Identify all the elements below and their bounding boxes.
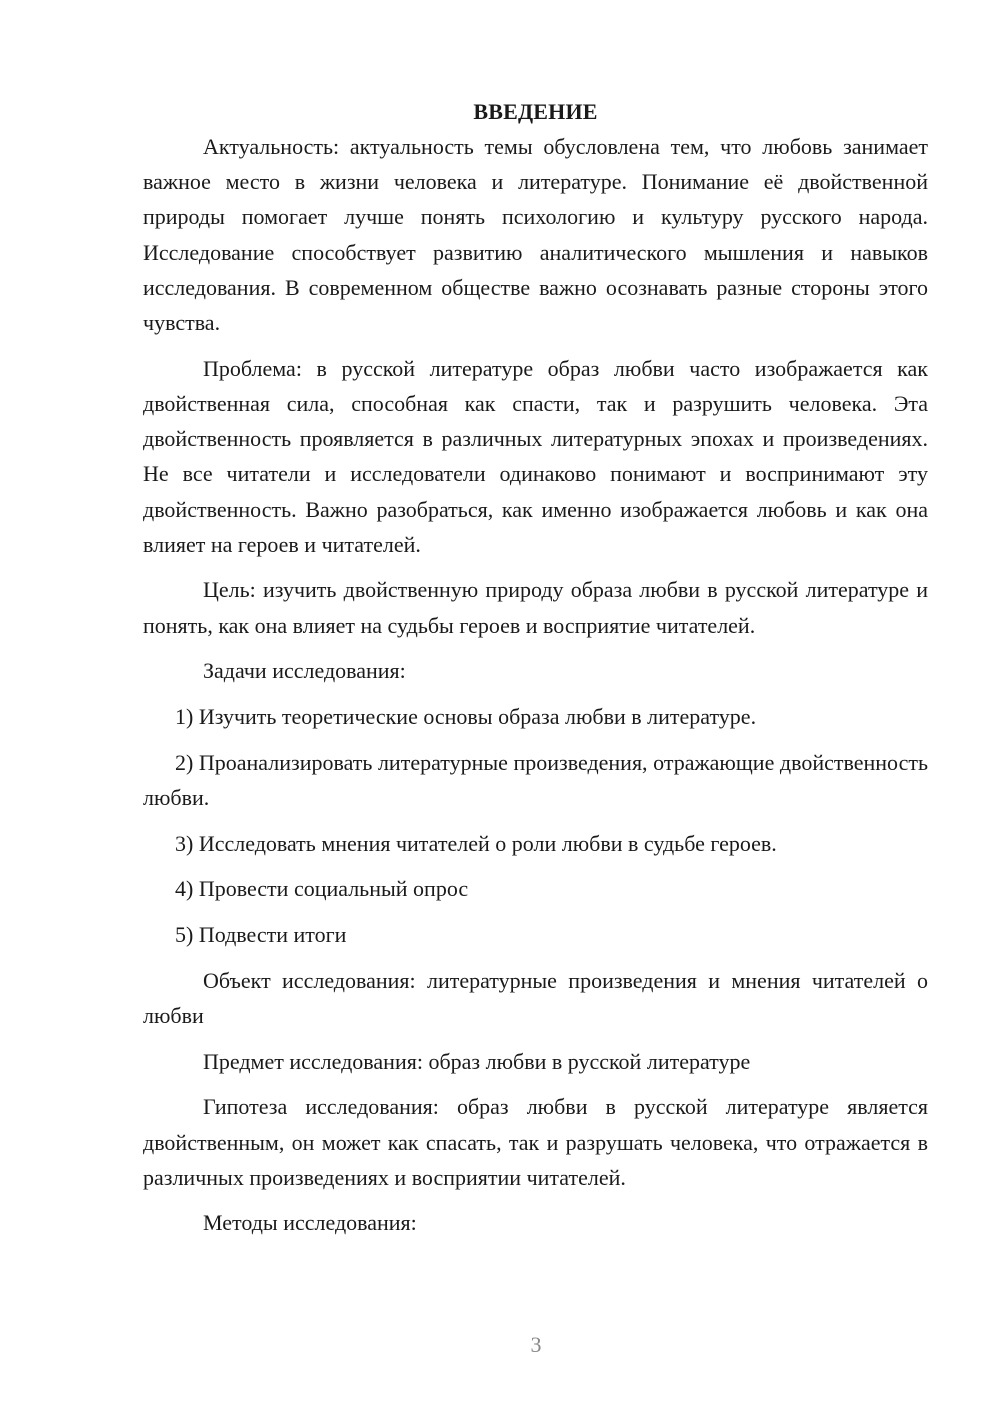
list-item: 5) Подвести итоги bbox=[175, 922, 347, 948]
document-page bbox=[143, 94, 928, 1251]
object-paragraph: Объект исследования: литературные произведения и мнения читателей о любви bbox=[143, 967, 928, 1028]
tasks-list bbox=[143, 699, 928, 952]
list-item: 1) Изучить теоретические основы образа любви в литературе. bbox=[175, 704, 757, 730]
list-item: 3) Исследовать мнения читателей о роли любви в судьбе героев. bbox=[175, 830, 777, 856]
relevance-paragraph: Актуальность: актуальность темы обусловлена тем, что любовь занимает важное место в жизни человека и литературе. Понимание её двойственной природы помогает лучше понять психологию и культуру русского народа. Исследование способствует развитию аналитического мышления и навыков исследования. В современном обществе важно осознавать разные стороны этого чувства. bbox=[143, 134, 928, 336]
list-item: 2) Проанализировать литературные произведения, отражающие двойственность любви. bbox=[143, 749, 928, 810]
goal-paragraph: Цель: изучить двойственную природу образа любви в русской литературе и понять, как она влияет на судьбы героев и восприятие читателей. bbox=[143, 577, 928, 638]
subject-paragraph: Предмет исследования: образ любви в русской литературе bbox=[203, 1048, 751, 1074]
methods-title: Методы исследования: bbox=[203, 1210, 417, 1236]
problem-paragraph: Проблема: в русской литературе образ любви часто изображается как двойственная сила, способная как спасти, так и разрушить человека. Эта двойственность проявляется в различных литературных эпохах и произведениях. Не все читатели и исследователи одинаково понимают и воспринимают эту двойственность. Важно разобраться, как именно изображается любовь и как она влияет на героев и читателей. bbox=[143, 355, 928, 557]
page-number: 3 bbox=[530, 1332, 542, 1357]
hypothesis-paragraph: Гипотеза исследования: образ любви в русской литературе является двойственным, он может как спасать, так и разрушать человека, что отражается в различных произведениях и восприятии читателей. bbox=[143, 1094, 928, 1190]
list-item: 4) Провести социальный опрос bbox=[175, 876, 469, 902]
page-title: ВВЕДЕНИЕ bbox=[473, 99, 598, 124]
tasks-title: Задачи исследования: bbox=[203, 658, 406, 684]
